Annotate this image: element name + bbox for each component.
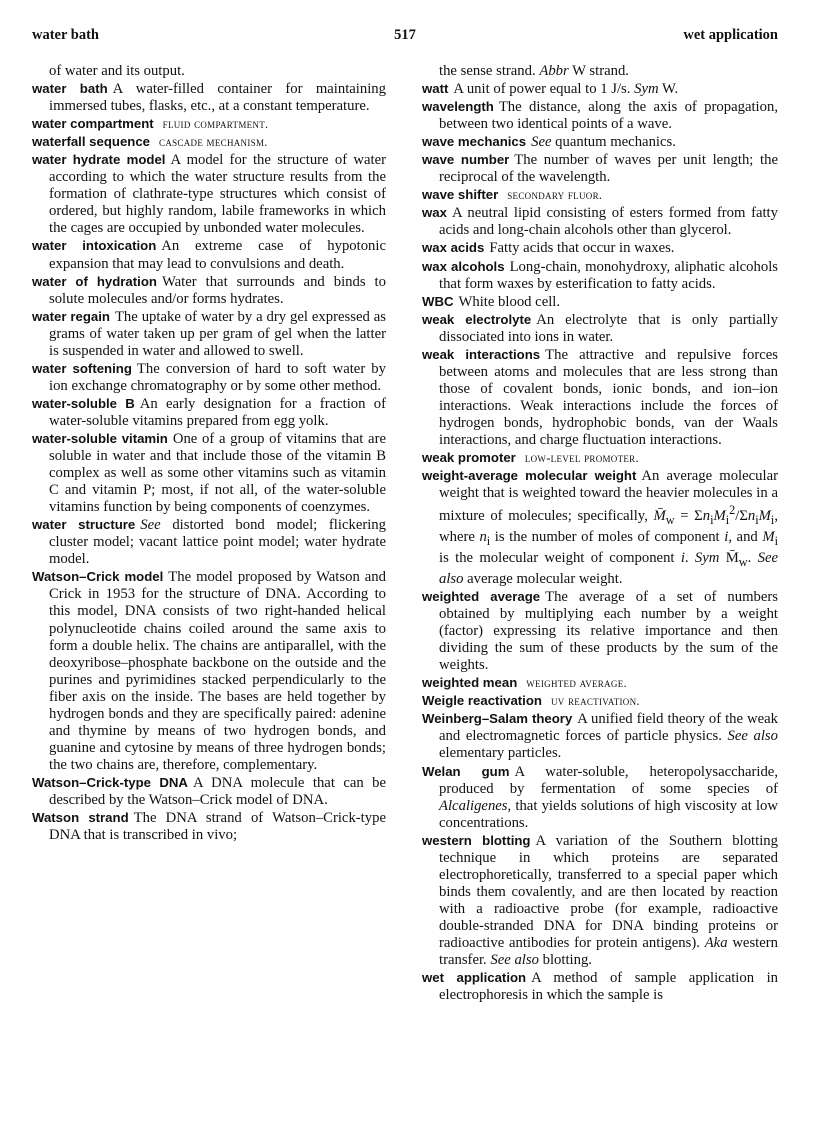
dictionary-entry bbox=[422, 258, 778, 293]
definition-text: i bbox=[486, 533, 491, 548]
cross-reference: uv reactivation. bbox=[550, 694, 640, 709]
definition-text: See also bbox=[490, 952, 539, 969]
dictionary-entry bbox=[32, 774, 386, 809]
entry-term: Watson strand bbox=[32, 810, 129, 826]
definition-text: the sense strand. bbox=[439, 63, 540, 79]
definition-text: The conversion of hard to soft water by ion exchange chromatography or by some other method. bbox=[49, 360, 386, 394]
definition-text: An electrolyte that is only partially dissociated into ions in water. bbox=[439, 311, 778, 345]
definition-text: Alcaligenes bbox=[439, 797, 508, 814]
dictionary-entry bbox=[32, 809, 386, 844]
entry-term: wave number bbox=[422, 152, 510, 168]
left-column bbox=[32, 63, 386, 844]
dictionary-entry bbox=[32, 237, 386, 272]
dictionary-entry bbox=[32, 151, 386, 237]
entry-term: water of hydration bbox=[32, 273, 157, 289]
definition-text: See bbox=[140, 517, 161, 534]
definition-text: W. bbox=[658, 81, 679, 98]
entry-term: weak promoter bbox=[422, 450, 516, 466]
dictionary-entry bbox=[422, 80, 778, 98]
dictionary-entry bbox=[32, 430, 386, 516]
dictionary-entry bbox=[422, 832, 778, 969]
definition-text: i bbox=[774, 533, 778, 548]
definition-text: See also bbox=[727, 728, 778, 745]
dictionary-entry bbox=[422, 186, 778, 204]
entry-term: water bath bbox=[32, 81, 108, 97]
page-header bbox=[32, 27, 778, 47]
definition-text: , where bbox=[439, 508, 778, 546]
definition-text: quantum mechanics. bbox=[551, 134, 676, 151]
definition-text: 2 bbox=[729, 503, 736, 518]
entry-term: weak interactions bbox=[422, 346, 541, 362]
dictionary-entry bbox=[32, 516, 386, 568]
definition-text: A unit of power equal to 1 J/s. bbox=[453, 81, 635, 98]
definition-text: See bbox=[531, 134, 552, 151]
definition-text: An extreme case of hypotonic expansion that may lead to convulsions and death. bbox=[49, 238, 387, 272]
dictionary-entry bbox=[32, 360, 386, 395]
definition-text: A variation of the Southern blotting technique in which proteins are separated electrophoretically, transferred to a special paper which binds them covalently, and are then located by reaction with a radioactive probe (for example, radioactive double-stranded DNA for DNA binding proteins or radioactive antibodies for protein antigens). bbox=[439, 832, 778, 951]
entry-term: waterfall sequence bbox=[32, 134, 151, 150]
dictionary-entry bbox=[32, 80, 386, 115]
entry-term: western blotting bbox=[422, 832, 531, 848]
definition-text: A DNA molecule that can be described by the Watson–Crick model of DNA. bbox=[49, 774, 386, 808]
dictionary-entry bbox=[422, 133, 778, 151]
definition-text: western transfer. bbox=[439, 935, 778, 969]
entry-term: water structure bbox=[32, 517, 136, 533]
definition-text: The uptake of water by a dry gel expressed as grams of water taken up per gram of gel when the latter is suspended in water and allowed to swell. bbox=[49, 308, 386, 359]
definition-text: is the number of moles of component bbox=[490, 529, 725, 546]
dictionary-entry bbox=[32, 63, 386, 80]
definition-text: Sym bbox=[694, 550, 720, 567]
definition-text: A water-filled container for maintaining immersed tubes, flasks, etc., at a constant temperature. bbox=[49, 81, 386, 115]
definition-text: elementary particles. bbox=[439, 745, 562, 762]
definition-text: Fatty acids that occur in waxes. bbox=[489, 240, 675, 257]
running-head-left: water bath bbox=[32, 27, 99, 43]
definition-text: is the molecular weight of component bbox=[439, 550, 681, 567]
dictionary-entry bbox=[422, 239, 778, 257]
page-number: 517 bbox=[394, 27, 416, 43]
cross-reference: secondary fluor. bbox=[507, 188, 603, 203]
definition-text: , and bbox=[728, 529, 763, 546]
definition-text: M bbox=[762, 529, 775, 546]
definition-text: of water and its output. bbox=[49, 63, 185, 79]
definition-text: i bbox=[755, 513, 759, 527]
entry-term: wax alcohols bbox=[422, 258, 505, 274]
definition-text: The DNA strand of Watson–Crick-type DNA that is transcribed in vivo; bbox=[49, 810, 386, 844]
definition-text: A unified field theory of the weak and electromagnetic forces of particle physics. bbox=[439, 711, 778, 745]
entry-term: wet application bbox=[422, 970, 527, 986]
dictionary-entry bbox=[32, 115, 386, 133]
definition-text: blotting. bbox=[538, 952, 592, 969]
definition-text: An early designation for a fraction of water-soluble vitamins prepared from egg yolk. bbox=[49, 395, 386, 429]
entry-term: Watson–Crick model bbox=[32, 569, 164, 585]
entry-term: wax acids bbox=[422, 240, 485, 256]
dictionary-entry bbox=[32, 568, 386, 774]
dictionary-entry bbox=[32, 395, 386, 430]
dictionary-entry bbox=[422, 293, 778, 311]
definition-text: A model for the structure of water according to which the water structure results from the formation of clathrate-type structures which consist of ordered, but highly random, labile frameworks in which the cages are occupied by unbonded water molecules. bbox=[49, 152, 386, 237]
dictionary-entry bbox=[422, 98, 778, 133]
cross-reference: weighted average. bbox=[526, 676, 627, 691]
entry-term: watt bbox=[422, 81, 449, 97]
entry-term: wave mechanics bbox=[422, 134, 527, 150]
definition-text: The average of a set of numbers obtained by multiplying each number by a weight (factor) expressing its relative importance and then dividing the sum of these products by the sum of the weights. bbox=[439, 589, 779, 674]
definition-text: Sym bbox=[634, 81, 659, 98]
dictionary-entry bbox=[422, 151, 778, 186]
definition-text: M̄ bbox=[653, 508, 666, 525]
dictionary-entry bbox=[422, 63, 778, 80]
definition-text: M bbox=[758, 508, 771, 525]
definition-text: = Σ bbox=[674, 508, 703, 525]
definition-text: i bbox=[770, 513, 775, 527]
entry-term: water hydrate model bbox=[32, 152, 166, 168]
definition-text: w bbox=[738, 554, 748, 569]
entry-term: Watson–Crick-type DNA bbox=[32, 774, 188, 790]
definition-text: Water that surrounds and binds to solute molecules and/or forms hydrates. bbox=[49, 273, 386, 307]
dictionary-entry bbox=[422, 467, 778, 588]
definition-text: See also bbox=[439, 550, 779, 588]
definition-text: n bbox=[479, 529, 487, 546]
definition-text: The distance, along the axis of propagation, between two identical points of a wave. bbox=[439, 99, 778, 133]
dictionary-entry bbox=[422, 204, 778, 239]
definition-text: The model proposed by Watson and Crick in 1953 for the structure of DNA. According to this model, DNA consists of two right-handed helical polynucleotide chains coiled around the same axis to form a double helix. The chains are antiparallel, with the deoxyribose–phosphate backbone on the outside and the purines and pyrimidines stacked perpendicularly to the fiber axis on the inside. The bases are held together by hydrogen bonds and they are specifically paired: adenine and thymine by means of two hydrogen bonds, and guanine and cytosine by means of three hydrogen bonds; the two chains are, therefore, complementary. bbox=[49, 569, 386, 773]
dictionary-entry bbox=[422, 449, 778, 467]
entry-term: wax bbox=[422, 205, 447, 221]
entry-term: WBC bbox=[422, 293, 454, 309]
definition-text: , that yields solutions of high viscosity at low concentrations. bbox=[439, 797, 778, 831]
entry-term: wave shifter bbox=[422, 187, 499, 203]
dictionary-entry bbox=[32, 273, 386, 308]
definition-text: M̄ bbox=[719, 550, 739, 567]
definition-text: i bbox=[680, 550, 685, 567]
definition-text: . bbox=[747, 550, 758, 567]
definition-text: /Σ bbox=[735, 508, 748, 525]
entry-term: wavelength bbox=[422, 99, 494, 115]
dictionary-entry bbox=[422, 346, 778, 449]
dictionary-entry bbox=[422, 311, 778, 346]
definition-text: The attractive and repulsive forces between atoms and molecules that are less strong than those of covalent bonds, ionic bonds, and ion–ion interactions. Weak interactions include the forces of hydrogen bonds, hydrophobic bonds, van der Waals interactions, and charge fluctuation interactions. bbox=[439, 346, 778, 448]
cross-reference: low-level promoter. bbox=[524, 451, 639, 466]
definition-text: White blood cell. bbox=[458, 293, 561, 310]
dictionary-entry bbox=[422, 588, 778, 674]
entry-term: Weinberg–Salam theory bbox=[422, 711, 573, 727]
entry-term: water compartment bbox=[32, 116, 154, 132]
definition-text: i bbox=[725, 513, 730, 527]
definition-text: average molecular weight. bbox=[463, 571, 623, 588]
definition-text: i bbox=[710, 513, 714, 527]
dictionary-entry bbox=[422, 710, 778, 762]
definition-text: One of a group of vitamins that are soluble in water and that include those of the vitamin B complex as well as some other vitamins such as vitamin C and vitamin P; most, if not all, of the water-soluble vitamins function by being components of coenzymes. bbox=[49, 430, 386, 516]
dictionary-entry bbox=[422, 692, 778, 710]
definition-text: distorted bond model; flickering cluster model; vacant lattice point model; water hydrate model. bbox=[49, 517, 386, 568]
entry-term: Welan gum bbox=[422, 763, 510, 779]
dictionary-entry bbox=[32, 308, 386, 360]
definition-text: n bbox=[747, 508, 756, 525]
entry-term: weighted mean bbox=[422, 675, 518, 691]
dictionary-entry bbox=[422, 763, 778, 832]
definition-text: The number of waves per unit length; the reciprocal of the wavelength. bbox=[439, 152, 778, 186]
entry-term: water intoxication bbox=[32, 238, 157, 254]
entry-term: water softening bbox=[32, 360, 132, 376]
definition-text: Abbr bbox=[539, 63, 569, 79]
definition-text: A method of sample application in electrophoresis in which the sample is bbox=[439, 970, 778, 1004]
entry-term: water regain bbox=[32, 308, 110, 324]
entry-term: weighted average bbox=[422, 589, 541, 605]
definition-text: . bbox=[684, 550, 695, 567]
definition-text: W strand. bbox=[568, 63, 629, 79]
definition-text: A water-soluble, heteropolysaccharide, produced by fermentation of some species of bbox=[439, 763, 778, 797]
dictionary-entry bbox=[422, 969, 778, 1004]
definition-text: M bbox=[713, 508, 726, 525]
definition-text: Aka bbox=[704, 935, 728, 951]
right-column bbox=[422, 63, 778, 1004]
dictionary-entry bbox=[422, 674, 778, 692]
entry-term: water-soluble B bbox=[32, 395, 135, 411]
definition-text: A neutral lipid consisting of esters formed from fatty acids and long-chain alcohols other than glycerol. bbox=[439, 205, 778, 239]
running-head-right: wet application bbox=[683, 27, 778, 43]
entry-term: weight-average molecular weight bbox=[422, 468, 637, 484]
cross-reference: cascade mechanism. bbox=[159, 135, 268, 150]
definition-text: i bbox=[724, 529, 729, 546]
definition-text: w bbox=[665, 513, 675, 527]
definition-text: Long-chain, monohydroxy, aliphatic alcohols that form waxes by esterification to fatty acids. bbox=[439, 258, 778, 292]
entry-term: weak electrolyte bbox=[422, 311, 532, 327]
entry-term: water-soluble vitamin bbox=[32, 430, 168, 446]
dictionary-entry bbox=[32, 133, 386, 151]
cross-reference: fluid compartment. bbox=[162, 117, 269, 132]
entry-term: Weigle reactivation bbox=[422, 693, 542, 709]
definition-text: n bbox=[702, 508, 711, 525]
definition-text: An average molecular weight that is weighted toward the heavier molecules in a mixture of molecules; specifically, bbox=[439, 468, 778, 525]
